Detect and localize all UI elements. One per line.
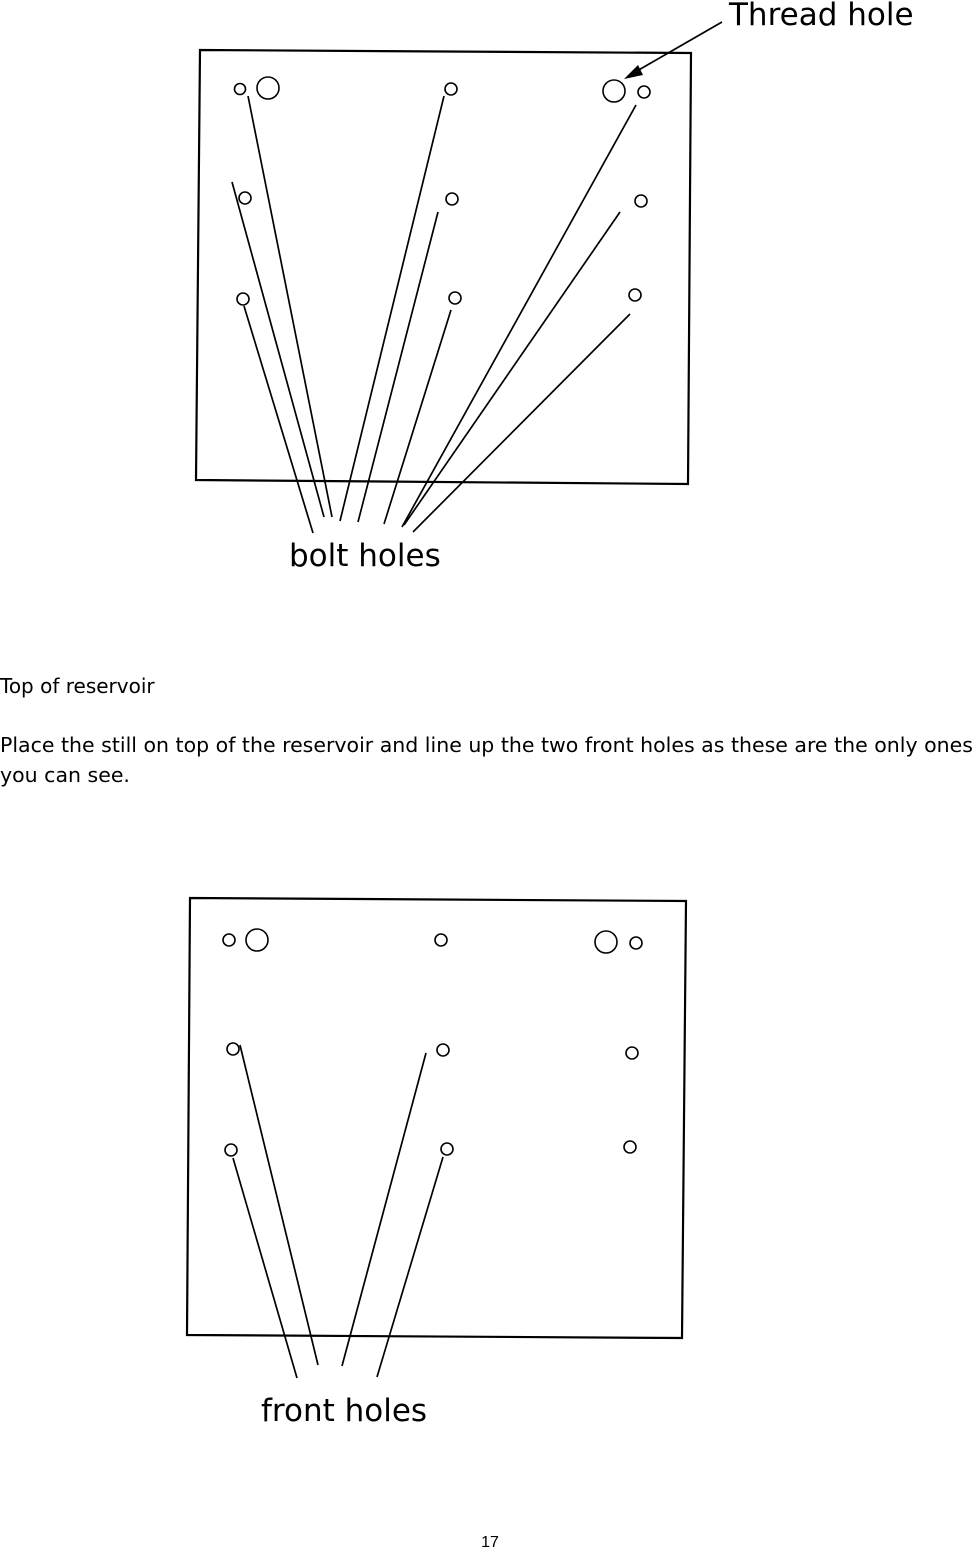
bolt-hole bbox=[445, 83, 457, 95]
thread-hole bbox=[257, 77, 279, 99]
bolt-holes-label: bolt holes bbox=[289, 538, 441, 574]
bolt-hole bbox=[235, 84, 246, 95]
section-title: Top of reservoir bbox=[0, 674, 155, 698]
bolt-hole bbox=[635, 195, 647, 207]
reservoir-plate-outline bbox=[196, 50, 691, 484]
front-hole bbox=[227, 1043, 239, 1055]
bolt-hole bbox=[435, 934, 447, 946]
bolt-hole bbox=[239, 192, 251, 204]
reservoir-plate-outline bbox=[187, 898, 686, 1338]
front-holes-label: front holes bbox=[261, 1393, 428, 1429]
thread-hole bbox=[595, 931, 617, 953]
bolt-hole bbox=[237, 293, 249, 305]
thread-hole-label: Thread hole bbox=[729, 0, 914, 33]
front-hole-leader-lines bbox=[233, 1045, 443, 1378]
bolt-hole bbox=[630, 937, 642, 949]
front-hole bbox=[441, 1143, 453, 1155]
page-number: 17 bbox=[481, 1534, 499, 1551]
thread-hole bbox=[603, 80, 625, 102]
bolt-hole-leader-lines bbox=[232, 96, 636, 533]
thread-hole-arrow bbox=[624, 22, 722, 79]
bolt-hole bbox=[437, 1044, 449, 1056]
bolt-hole bbox=[638, 86, 650, 98]
instructions-paragraph: Place the still on top of the reservoir and line up the two front holes as these are the only ones you can see. bbox=[0, 733, 973, 787]
bolt-holes-diagram bbox=[0, 0, 980, 600]
thread-hole bbox=[246, 929, 268, 951]
bolt-hole bbox=[223, 934, 235, 946]
bolt-hole bbox=[624, 1141, 636, 1153]
bolt-hole bbox=[449, 292, 461, 304]
bolt-hole bbox=[446, 193, 458, 205]
front-holes-diagram bbox=[0, 880, 980, 1440]
bolt-hole bbox=[626, 1047, 638, 1059]
front-hole bbox=[225, 1144, 237, 1156]
bolt-hole bbox=[629, 289, 641, 301]
